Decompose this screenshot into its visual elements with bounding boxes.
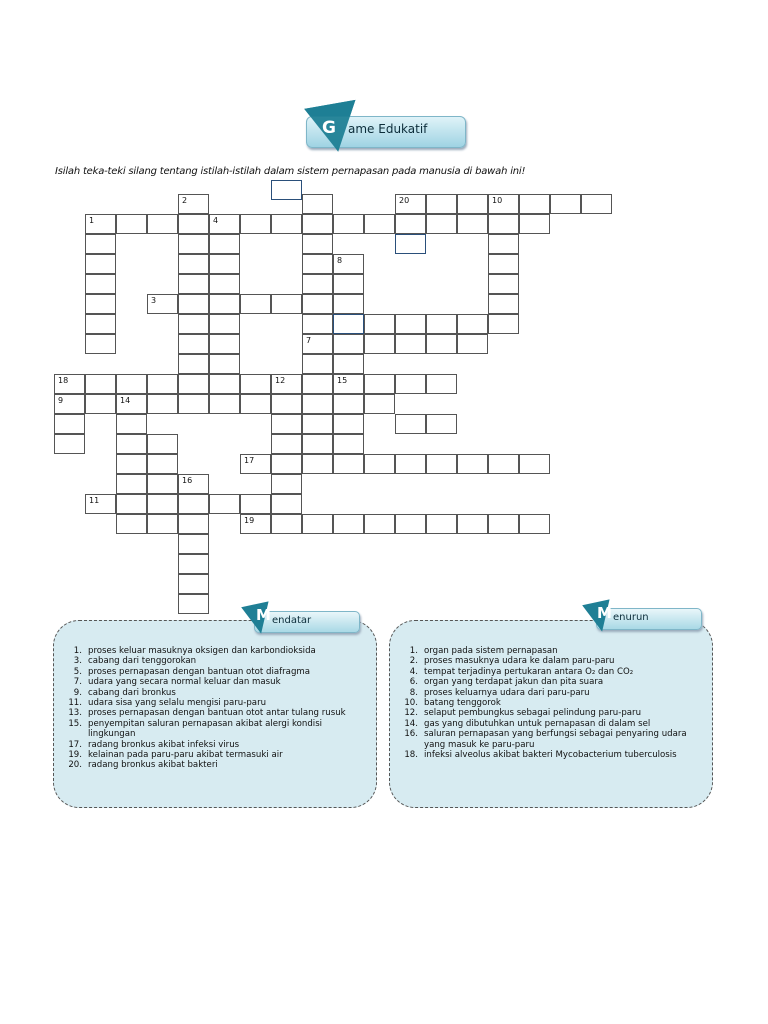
grid-cell[interactable] [147,474,178,494]
clue-item-number: 6. [409,677,418,688]
clue-item-text: infeksi alveolus akibat bakteri Mycobacterium tuberculosis [424,750,677,761]
grid-cell[interactable] [178,254,209,274]
menurun-clue-list [398,646,704,760]
grid-cell[interactable] [54,414,85,434]
highlighted-cell[interactable] [271,180,302,200]
grid-cell[interactable] [364,454,395,474]
grid-cell[interactable] [302,214,333,234]
clue-item [62,698,362,708]
grid-cell[interactable] [333,414,364,434]
clue-item-number: 20. [68,760,82,771]
grid-cell[interactable] [85,394,116,414]
grid-cell[interactable] [240,374,271,394]
clue-item [62,688,362,698]
clue-item-number: 13. [68,708,82,719]
clue-item-text: proses keluar masuknya oksigen dan karbondioksida [88,646,316,656]
grid-cell[interactable] [426,454,457,474]
clue-item [398,656,704,666]
grid-cell[interactable] [178,374,209,394]
clue-item [398,698,704,708]
highlighted-cell[interactable] [395,234,426,254]
clue-item-number: 19. [68,750,82,761]
clue-item [62,740,362,750]
grid-cell[interactable] [178,334,209,354]
clue-number: 16 [182,476,193,485]
grid-cell[interactable] [178,234,209,254]
grid-cell[interactable] [488,274,519,294]
clue-item-number: 17. [68,739,82,750]
clue-item-text: gas yang dibutuhkan untuk pernapasan di dalam sel [424,718,651,729]
clue-item-number: 3. [73,656,82,667]
grid-cell[interactable] [271,514,302,534]
grid-cell[interactable] [147,514,178,534]
clue-item [62,750,362,760]
clue-item-text: proses keluarnya udara dari paru-paru [424,687,590,698]
grid-cell[interactable] [488,214,519,234]
grid-cell[interactable] [178,314,209,334]
grid-cell[interactable] [116,434,147,454]
clue-item [62,656,362,666]
grid-cell[interactable] [519,514,550,534]
clue-item-text: proses pernapasan dengan bantuan otot diafragma [88,666,311,677]
grid-cell[interactable] [209,494,240,514]
clue-item [398,750,704,760]
grid-cell[interactable] [302,414,333,434]
clue-item [62,708,362,718]
clue-item-text: radang bronkus akibat infeksi virus [88,739,240,750]
grid-cell[interactable] [116,414,147,434]
grid-cell[interactable] [209,334,240,354]
grid-cell[interactable] [488,514,519,534]
clue-item [398,729,704,750]
grid-cell[interactable] [426,374,457,394]
clue-item-text: organ yang terdapat jakun dan pita suara [424,677,604,688]
grid-cell[interactable] [395,374,426,394]
grid-cell[interactable] [457,214,488,234]
grid-cell[interactable] [85,314,116,334]
grid-cell[interactable] [302,314,333,334]
grid-cell[interactable] [333,294,364,314]
grid-cell[interactable] [333,274,364,294]
grid-cell[interactable] [426,334,457,354]
grid-cell[interactable] [147,394,178,414]
grid-cell[interactable] [395,454,426,474]
grid-cell[interactable] [116,514,147,534]
grid-cell[interactable] [333,434,364,454]
clue-item-text: udara sisa yang selalu mengisi paru-paru [88,698,267,709]
clue-item-number: 2. [409,656,418,667]
clue-item-number: 12. [404,708,418,719]
clue-number: 15 [337,376,348,385]
grid-cell[interactable] [488,454,519,474]
clue-number: 14 [120,396,131,405]
grid-cell[interactable] [240,294,271,314]
grid-cell[interactable] [519,194,550,214]
grid-cell[interactable] [364,334,395,354]
grid-cell[interactable] [302,274,333,294]
grid-cell[interactable] [147,494,178,514]
grid-cell[interactable] [395,214,426,234]
grid-cell[interactable] [271,474,302,494]
grid-cell[interactable] [178,294,209,314]
mendatar-letter: M [256,606,271,624]
grid-cell[interactable] [364,394,395,414]
grid-cell[interactable] [85,234,116,254]
grid-cell[interactable] [488,314,519,334]
clue-item-number: 5. [73,666,82,677]
grid-cell[interactable] [147,434,178,454]
grid-cell[interactable] [178,554,209,574]
clue-number: 10 [492,196,503,205]
grid-cell[interactable] [488,254,519,274]
clue-item-text: udara yang secara normal keluar dan masuk [88,677,281,688]
clue-item-text: batang tenggorok [424,698,501,709]
grid-cell[interactable] [147,374,178,394]
clue-item [62,760,362,770]
grid-cell[interactable] [302,374,333,394]
clue-item-text: radang bronkus akibat bakteri [88,760,218,771]
grid-cell[interactable] [178,214,209,234]
clue-item-text: proses masuknya udara ke dalam paru-paru [424,656,615,667]
grid-cell[interactable] [302,394,333,414]
grid-cell[interactable] [333,454,364,474]
grid-cell[interactable] [426,414,457,434]
grid-cell[interactable] [302,254,333,274]
clue-item-text: saluran pernapasan yang berfungsi sebagai penyaring udara yang masuk ke paru-paru [424,729,687,750]
grid-cell[interactable] [457,194,488,214]
clue-item-number: 9. [73,687,82,698]
banner-letter: G [322,118,336,138]
mendatar-title: endatar [272,615,312,626]
grid-cell[interactable] [178,494,209,514]
grid-cell[interactable] [178,514,209,534]
grid-cell[interactable] [333,514,364,534]
grid-cell[interactable] [85,334,116,354]
grid-cell[interactable] [116,474,147,494]
clue-item [62,667,362,677]
grid-cell[interactable] [333,354,364,374]
grid-cell[interactable] [271,434,302,454]
grid-cell[interactable] [178,534,209,554]
grid-cell[interactable] [333,214,364,234]
clue-item-number: 1. [73,646,82,656]
clue-item [398,688,704,698]
grid-cell[interactable] [395,314,426,334]
grid-cell[interactable] [519,454,550,474]
grid-cell[interactable] [488,294,519,314]
grid-cell[interactable] [426,194,457,214]
grid-cell[interactable] [178,594,209,614]
grid-cell[interactable] [550,194,581,214]
highlighted-cell[interactable] [333,314,364,334]
grid-cell[interactable] [426,214,457,234]
grid-cell[interactable] [581,194,612,214]
clue-item-text: tempat terjadinya pertukaran antara O₂ dan CO₂ [424,666,634,677]
grid-cell[interactable] [333,394,364,414]
clue-number: 19 [244,516,255,525]
clue-number: 17 [244,456,255,465]
grid-cell[interactable] [147,214,178,234]
clue-item [62,646,362,656]
grid-cell[interactable] [85,274,116,294]
clue-item-number: 7. [73,677,82,688]
grid-cell[interactable] [302,514,333,534]
grid-cell[interactable] [395,414,426,434]
mendatar-clue-list [62,646,362,771]
clue-number: 4 [213,216,219,225]
grid-cell[interactable] [519,214,550,234]
grid-cell[interactable] [178,574,209,594]
clue-item [398,646,704,656]
banner-title: ame Edukatif [348,122,428,136]
grid-cell[interactable] [240,394,271,414]
grid-cell[interactable] [426,514,457,534]
clue-number: 18 [58,376,69,385]
grid-cell[interactable] [364,374,395,394]
grid-cell[interactable] [302,354,333,374]
grid-cell[interactable] [209,274,240,294]
grid-cell[interactable] [457,334,488,354]
clue-item-text: cabang dari tenggorokan [88,656,197,667]
clue-number: 8 [337,256,343,265]
clue-item-text: cabang dari bronkus [88,687,176,698]
clue-number: 11 [89,496,100,505]
clue-number: 3 [151,296,157,305]
clue-item-number: 10. [404,698,418,709]
clue-number: 7 [306,336,312,345]
grid-cell[interactable] [302,454,333,474]
instruction-text: Isilah teka-teki silang tentang istilah-istilah dalam sistem pernapasan pada manusia di bawah ini! [55,166,526,177]
clue-number: 12 [275,376,286,385]
clue-item-text: proses pernapasan dengan bantuan otot antar tulang rusuk [88,708,346,719]
grid-cell[interactable] [85,254,116,274]
clue-item-number: 1. [409,646,418,656]
grid-cell[interactable] [147,454,178,474]
grid-cell[interactable] [209,294,240,314]
grid-cell[interactable] [271,294,302,314]
menurun-letter: M [597,604,612,622]
grid-cell[interactable] [209,354,240,374]
grid-cell[interactable] [116,494,147,514]
clue-number: 9 [58,396,64,405]
clue-item-text: selaput pembungkus sebagai pelindung paru-paru [424,708,642,719]
grid-cell[interactable] [488,234,519,254]
clue-item-number: 4. [409,666,418,677]
grid-cell[interactable] [426,314,457,334]
clue-number: 2 [182,196,188,205]
grid-cell[interactable] [457,314,488,334]
grid-cell[interactable] [271,394,302,414]
grid-cell[interactable] [209,234,240,254]
grid-cell[interactable] [85,294,116,314]
grid-cell[interactable] [302,434,333,454]
grid-cell[interactable] [333,334,364,354]
grid-cell[interactable] [457,514,488,534]
grid-cell[interactable] [395,514,426,534]
grid-cell[interactable] [209,394,240,414]
grid-cell[interactable] [240,214,271,234]
clue-item-number: 11. [68,698,82,709]
grid-cell[interactable] [209,374,240,394]
grid-cell[interactable] [116,214,147,234]
grid-cell[interactable] [457,454,488,474]
menurun-title: enurun [613,612,649,623]
clue-item-text: penyempitan saluran pernapasan akibat alergi kondisi lingkungan [88,718,323,740]
clue-item [398,719,704,729]
clue-item [398,677,704,687]
grid-cell[interactable] [302,294,333,314]
grid-cell[interactable] [85,374,116,394]
grid-cell[interactable] [178,274,209,294]
grid-cell[interactable] [240,494,271,514]
clue-item [62,677,362,687]
clue-item-text: organ pada sistem pernapasan [424,646,558,656]
grid-cell[interactable] [209,314,240,334]
clue-number: 1 [89,216,95,225]
grid-cell[interactable] [271,454,302,474]
grid-cell[interactable] [178,354,209,374]
grid-cell[interactable] [302,234,333,254]
clue-item-number: 16. [404,729,418,740]
grid-cell[interactable] [302,194,333,214]
grid-cell[interactable] [116,374,147,394]
clue-item [398,708,704,718]
clue-item-text: kelainan pada paru-paru akibat termasuki air [88,750,283,761]
grid-cell[interactable] [395,334,426,354]
grid-cell[interactable] [116,454,147,474]
clue-item-number: 14. [404,718,418,729]
grid-cell[interactable] [364,514,395,534]
clue-item-number: 15. [68,718,82,729]
clue-item-number: 8. [409,687,418,698]
grid-cell[interactable] [271,214,302,234]
grid-cell[interactable] [271,494,302,514]
clue-number: 20 [399,196,410,205]
clue-item-number: 18. [404,750,418,761]
grid-cell[interactable] [271,414,302,434]
grid-cell[interactable] [178,394,209,414]
clue-item [62,719,362,740]
grid-cell[interactable] [54,434,85,454]
clue-item [398,667,704,677]
grid-cell[interactable] [364,214,395,234]
grid-cell[interactable] [209,254,240,274]
grid-cell[interactable] [364,314,395,334]
